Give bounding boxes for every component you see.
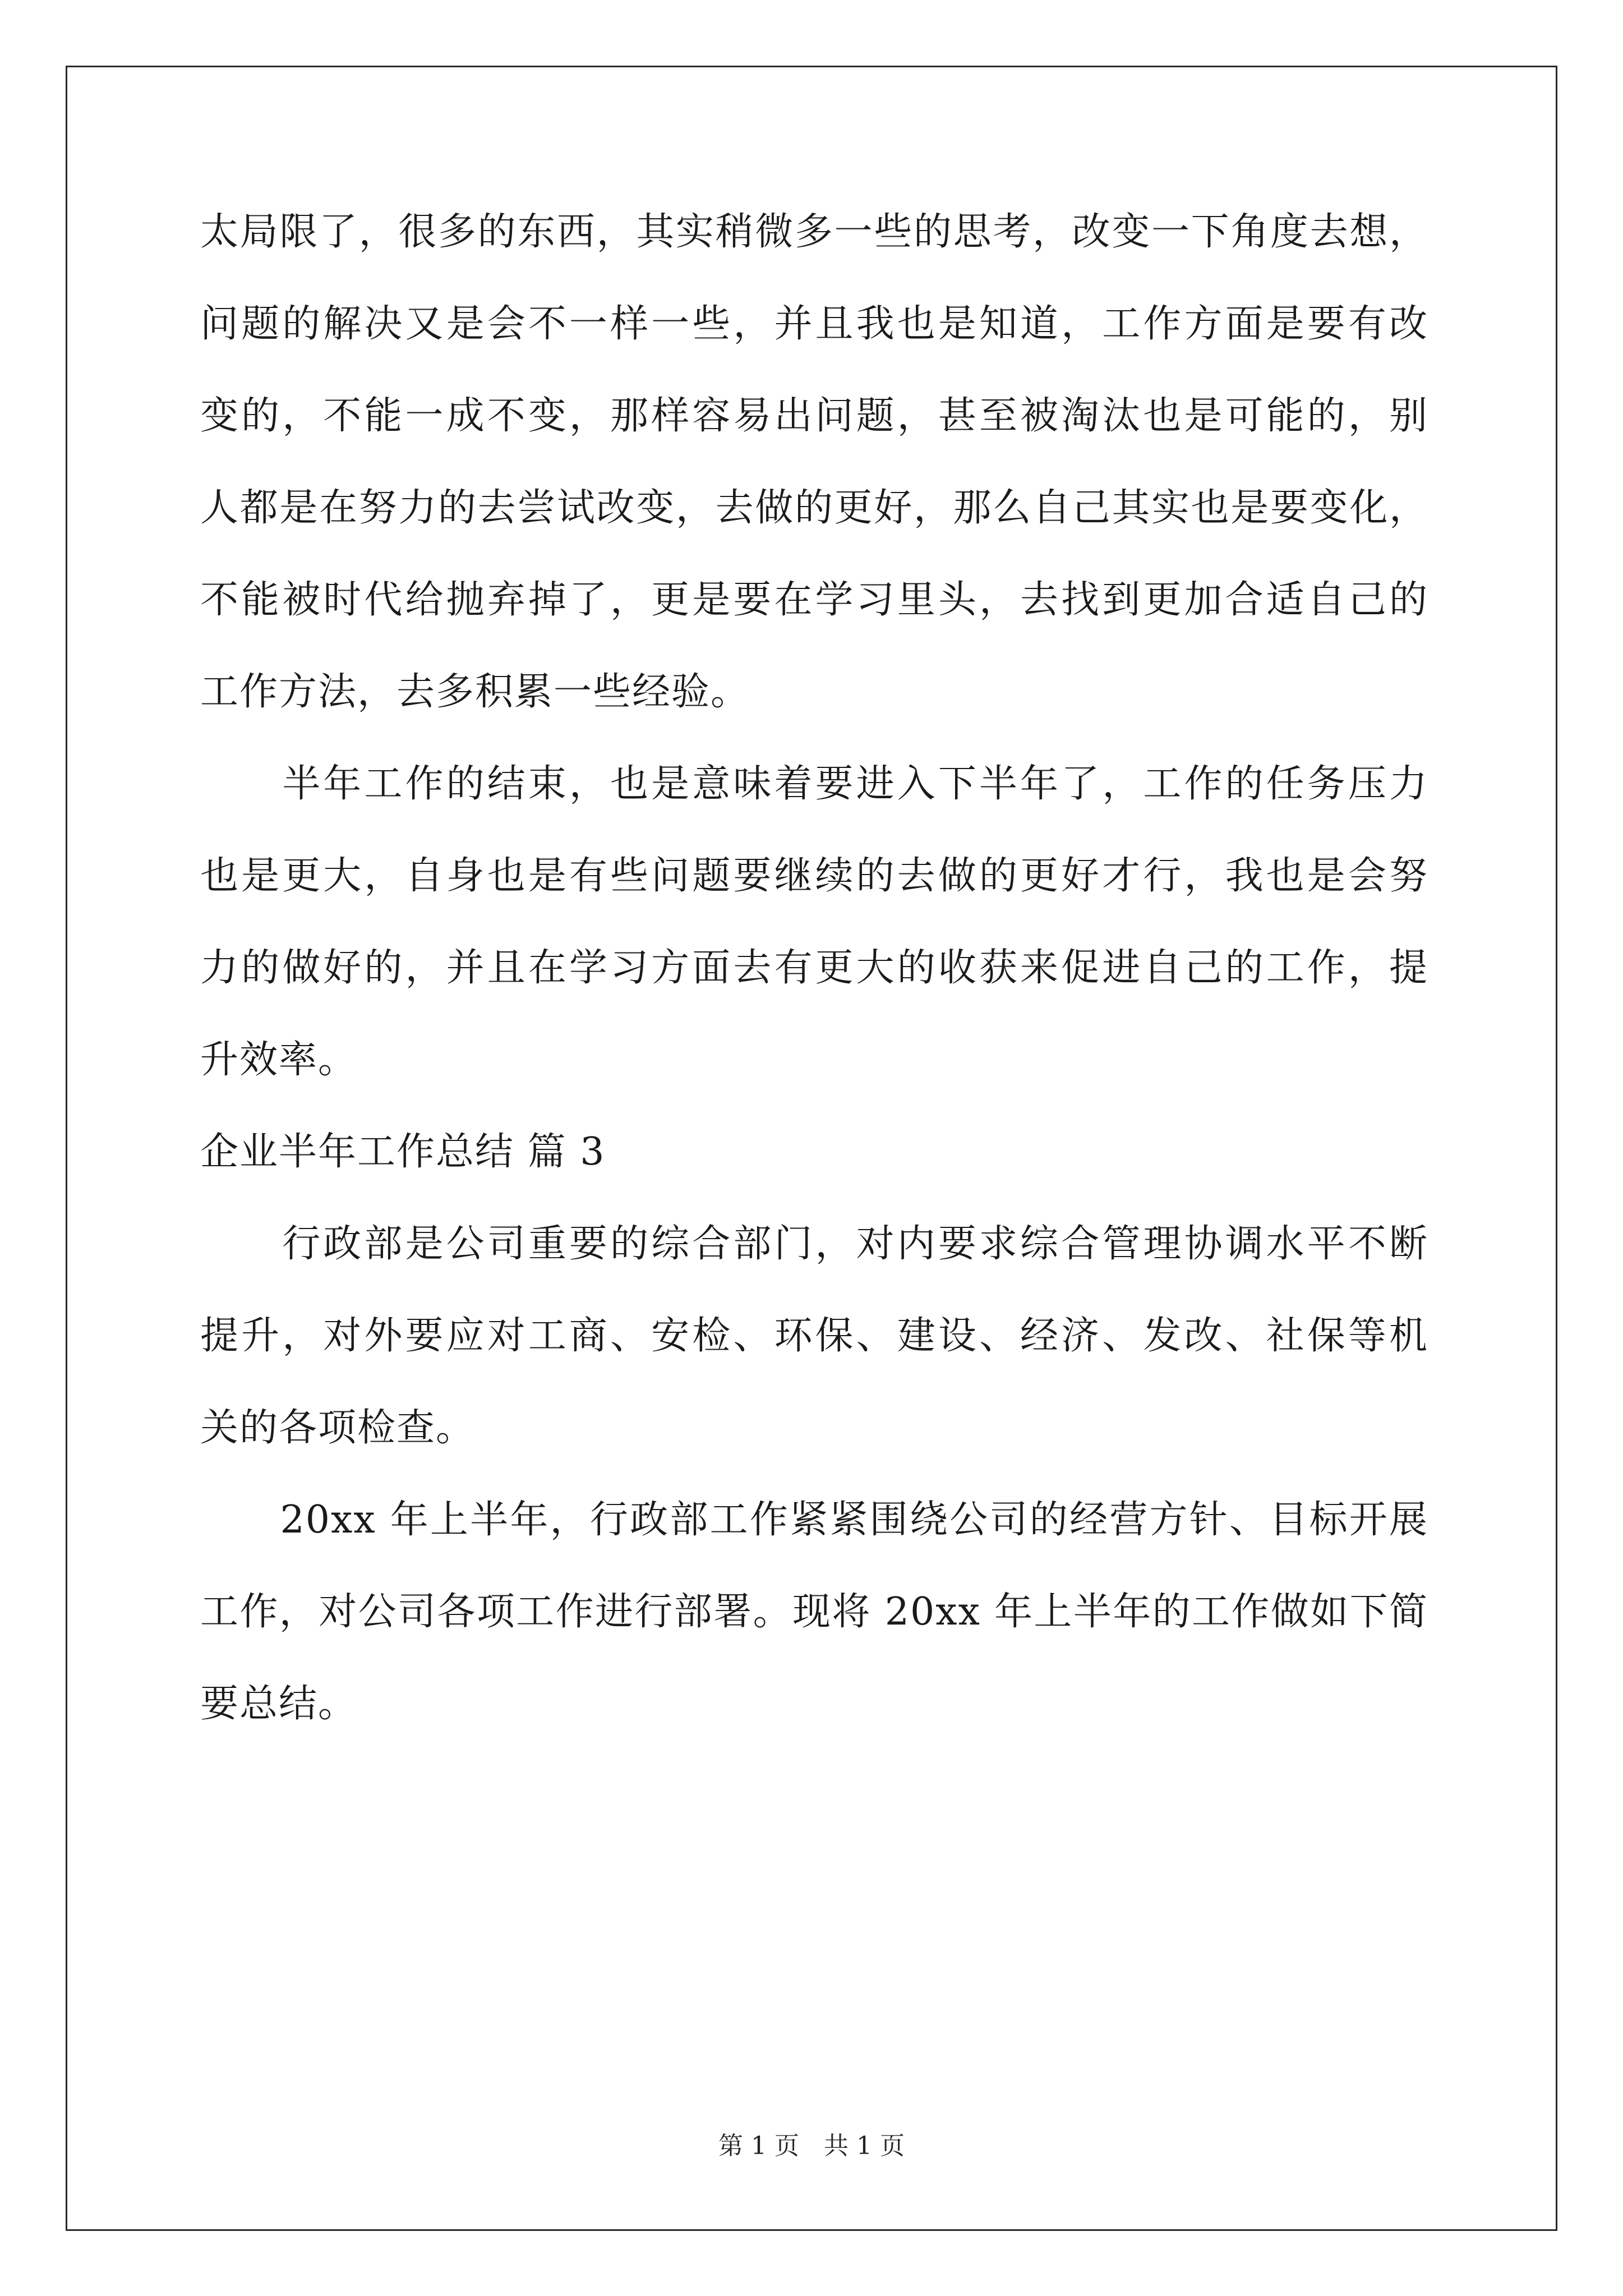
body-line: 不能被时代给抛弃掉了，更是要在学习里头，去找到更加合适自己的 [200, 578, 1428, 622]
body-line: 工作，对公司各项工作进行部署。现将 20xx 年上半年的工作做如下简 [200, 1590, 1428, 1634]
body-line: 半年工作的结束，也是意味着要进入下半年了，工作的任务压力 [200, 762, 1428, 806]
body-line: 工作方法，去多积累一些经验。 [200, 670, 750, 714]
body-line: 行政部是公司重要的综合部门，对内要求综合管理协调水平不断 [200, 1222, 1428, 1266]
body-line: 太局限了，很多的东西，其实稍微多一些的思考，改变一下角度去想， [200, 210, 1428, 254]
body-line: 力的做好的，并且在学习方面去有更大的收获来促进自己的工作，提 [200, 946, 1428, 990]
body-line: 20xx 年上半年，行政部工作紧紧围绕公司的经营方针、目标开展 [200, 1498, 1428, 1542]
body-line: 也是更大，自身也是有些问题要继续的去做的更好才行，我也是会努 [200, 854, 1428, 898]
body-line: 提升，对外要应对工商、安检、环保、建设、经济、发改、社保等机 [200, 1314, 1428, 1358]
section-heading: 企业半年工作总结 篇 3 [200, 1130, 606, 1174]
body-line: 升效率。 [200, 1038, 358, 1082]
body-line: 关的各项检查。 [200, 1406, 476, 1450]
body-line: 要总结。 [200, 1682, 358, 1726]
body-line: 问题的解决又是会不一样一些，并且我也是知道，工作方面是要有改 [200, 302, 1428, 346]
body-line: 人都是在努力的去尝试改变，去做的更好，那么自己其实也是要变化， [200, 486, 1428, 530]
page-number: 第 1 页 共 1 页 [718, 2132, 905, 2160]
body-line: 变的，不能一成不变，那样容易出问题，甚至被淘汰也是可能的，别 [200, 394, 1428, 438]
